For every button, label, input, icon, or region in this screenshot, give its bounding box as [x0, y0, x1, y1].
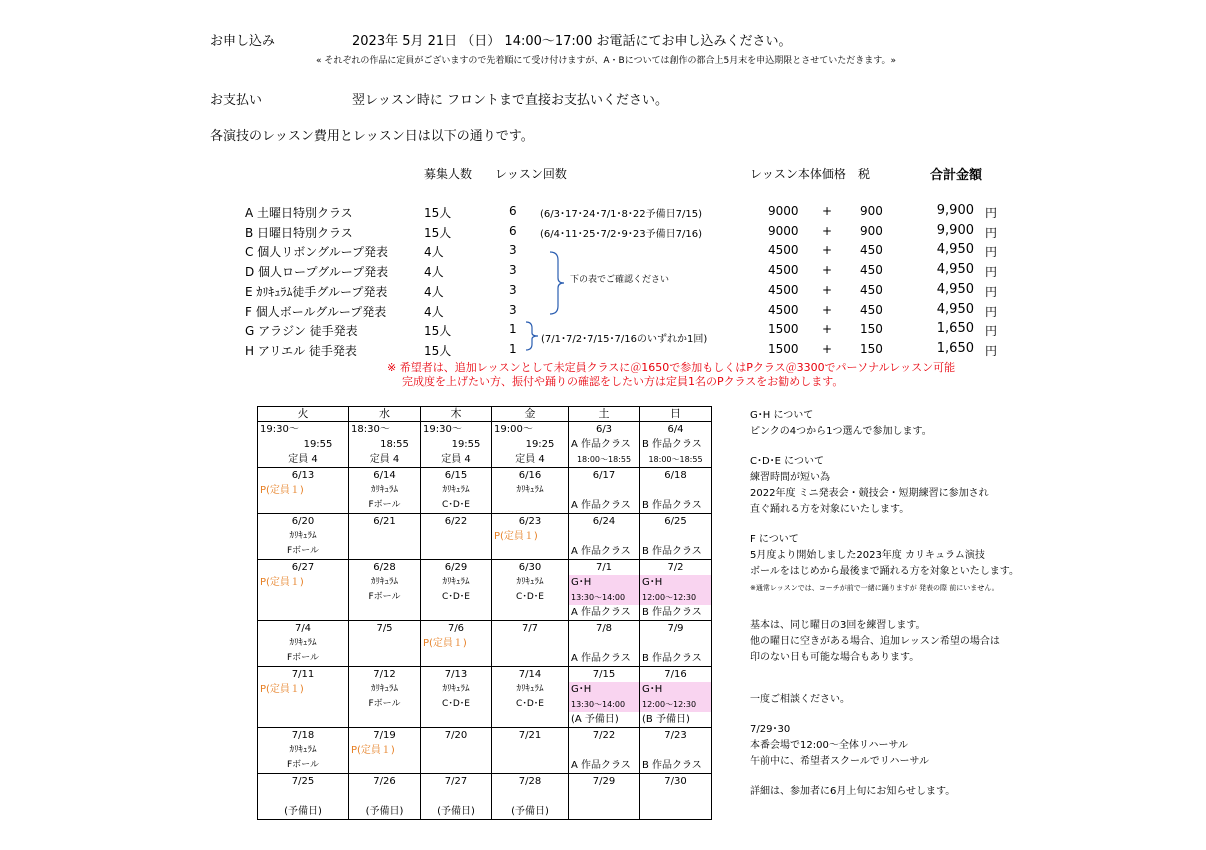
- calendar-cell-thu: [421, 728, 492, 774]
- cde-text-1: 練習時間が短い為: [750, 472, 830, 483]
- time-capacity: 定員 4: [288, 454, 318, 465]
- calendar-week-row: [258, 774, 712, 820]
- calendar-entry-fball: Fボール: [368, 500, 401, 510]
- fee-row-capacity: 4人: [424, 265, 444, 279]
- date: 6/3: [595, 424, 613, 435]
- basic-text-1: 基本は、同じ曜日の3回を練習します。: [750, 620, 926, 631]
- spacer: [349, 789, 420, 804]
- calendar-cell-wed: [349, 468, 421, 514]
- fee-row-capacity: 4人: [424, 305, 444, 319]
- time-end: 19:55: [451, 439, 481, 450]
- calendar-date: 6/23: [518, 516, 542, 527]
- calendar-entry-curriculum: ｶﾘｷｭﾗﾑ: [289, 531, 317, 541]
- detail-text: 詳細は、参加者に6月上旬にお知らせします。: [750, 786, 956, 797]
- fee-row-count: 3: [509, 263, 517, 277]
- calendar-cell-tue: [258, 468, 349, 514]
- calendar-entry-p1: P(定員１): [260, 577, 304, 588]
- calendar-week-row: [258, 514, 712, 560]
- calendar-entry-sun-time: 12:00～12:30: [640, 697, 711, 712]
- calendar-week-row: [258, 621, 712, 667]
- calendar-entry-a-cls: A 作品クラス: [571, 546, 631, 557]
- fee-row-plus: +: [822, 243, 833, 257]
- calendar-date: 7/16: [664, 669, 687, 680]
- time-fri: [492, 422, 569, 468]
- calendar-cell-fri: [492, 468, 569, 514]
- fee-row-capacity: 4人: [424, 245, 444, 259]
- calendar-cell-sun: [640, 728, 712, 774]
- calendar-entry-curriculum: ｶﾘｷｭﾗﾑ: [516, 577, 544, 587]
- calendar-cell-wed: [349, 728, 421, 774]
- calendar-date: 6/14: [373, 470, 396, 481]
- calendar-date: 6/25: [664, 516, 687, 527]
- calendar-date: 7/19: [373, 730, 396, 741]
- calendar-entry-spare: (予備日): [437, 806, 475, 817]
- calendar-entry-p1: P(定員１): [494, 531, 538, 542]
- calendar-cell-thu: [421, 621, 492, 667]
- calendar-entry-spare: (予備日): [511, 806, 549, 817]
- f-text-2: ボールをはじめから最後まで踊れる方を対象といたします。: [750, 566, 1019, 577]
- date: 6/4: [667, 424, 684, 435]
- fee-row-yen: 円: [985, 344, 998, 358]
- time-start: 19:30～: [423, 424, 462, 435]
- spacer: [569, 743, 639, 758]
- calendar-cell-wed: [349, 774, 421, 820]
- calendar-date: 6/28: [373, 562, 396, 573]
- fee-row-base: 9000: [768, 224, 799, 238]
- fee-row-plus: +: [822, 283, 833, 297]
- red-note-1: ※ 希望者は、追加レッスンとして未定員クラスに＠1650で参加もしくはPクラス＠3300でパーソナルレッスン可能: [387, 361, 956, 374]
- calendar-entry-curriculum: ｶﾘｷｭﾗﾑ: [289, 745, 317, 755]
- calendar-entry-a-cls: A 作品クラス: [571, 653, 631, 664]
- time-start: 18:30～: [351, 424, 390, 435]
- f-text-3: ※通常レッスンでは、コーチが前で一緒に踊りますが 発表の際 前にいません。: [750, 584, 999, 592]
- calendar-entry-spare: (予備日): [365, 806, 404, 817]
- calendar-entry-cde: C･D･E: [442, 592, 470, 602]
- calendar-cell-sat: [569, 667, 640, 728]
- calendar-entry-gh: G･H: [569, 682, 639, 697]
- day-thu: 木: [421, 407, 492, 422]
- calendar-date: 7/5: [376, 623, 393, 634]
- calendar-date: 7/6: [447, 623, 465, 634]
- header-tax: 税: [858, 167, 871, 181]
- red-note-2: 完成度を上げたい方、振付や踊りの確認をしたい方は定員1名のPクラスをお勧めします。: [402, 375, 844, 388]
- apply-note: « それぞれの作品に定員がございますので先着順にて受け付けますが、A・Bについては創作の都合上5月末を申込期限とさせていただきます。»: [316, 56, 897, 66]
- calendar-date: 7/14: [518, 669, 542, 680]
- calendar-entry-curriculum: ｶﾘｷｭﾗﾑ: [289, 638, 317, 648]
- fee-row-yen: 円: [985, 245, 998, 259]
- calendar-entry-curriculum: ｶﾘｷｭﾗﾑ: [442, 684, 470, 694]
- calendar-entry-gh: G･H: [569, 575, 639, 590]
- time-start: 19:00～: [494, 424, 533, 435]
- calendar-entry-gh: G･H: [640, 575, 711, 590]
- class-b: B 作品クラス: [642, 439, 702, 450]
- fee-row-dates: (6/3･17･24･7/1･8･22予備日7/15): [540, 209, 702, 220]
- calendar-date: 7/9: [667, 623, 684, 634]
- time-sat: [569, 422, 640, 468]
- calendar-date: 6/15: [444, 470, 468, 481]
- calendar-entry-gh: G･H: [640, 682, 711, 697]
- calendar-entry-a-cls: A 作品クラス: [571, 607, 631, 618]
- time-capacity: 定員 4: [515, 454, 545, 465]
- brace-note: 下の表でご確認ください: [570, 275, 670, 285]
- time-wed: [349, 422, 421, 468]
- fee-row-tax: 450: [860, 283, 883, 297]
- calendar-date: 6/29: [444, 562, 468, 573]
- calendar-date: 7/23: [664, 730, 687, 741]
- calendar-cell-wed: [349, 621, 421, 667]
- fee-row-name: F 個人ボールグループ発表: [245, 305, 387, 319]
- brace-icon: [548, 250, 572, 316]
- fee-row-name: H アリエル 徒手発表: [245, 344, 357, 358]
- calendar-cell-sat: [569, 621, 640, 667]
- fee-row-tax: 450: [860, 263, 883, 277]
- header-base-price: レッスン本体価格: [750, 167, 846, 181]
- calendar-cell-fri: [492, 667, 569, 728]
- fee-row-dates: (6/4･11･25･7/2･9･23予備日7/16): [540, 229, 702, 240]
- calendar-entry-a-cls: A 作品クラス: [571, 500, 631, 511]
- time-sun: [640, 422, 712, 468]
- fee-row-tax: 450: [860, 243, 883, 257]
- fee-row-capacity: 15人: [424, 226, 452, 240]
- calendar-cell-sat: [569, 728, 640, 774]
- calendar-date: 7/18: [291, 730, 315, 741]
- calendar-cell-fri: [492, 728, 569, 774]
- calendar-entry-spare: (予備日): [284, 806, 322, 817]
- header-capacity: 募集人数: [424, 167, 473, 181]
- fee-row-name: C 個人リボングループ発表: [245, 245, 388, 259]
- calendar-entry-b-cls: B 作品クラス: [642, 607, 702, 618]
- fee-row-count: 1: [509, 342, 517, 356]
- calendar-date: 6/13: [291, 470, 315, 481]
- spacer: [569, 529, 639, 544]
- calendar-entry-b-cls: B 作品クラス: [642, 546, 702, 557]
- fee-row-yen: 円: [985, 226, 998, 240]
- day-fri: 金: [492, 407, 569, 422]
- time: 18:00～18:55: [648, 455, 703, 464]
- fee-row-capacity: 15人: [424, 344, 452, 358]
- fee-row-total: 4,950: [936, 282, 974, 297]
- fee-row-count: 1: [509, 322, 517, 336]
- spacer: [640, 483, 711, 498]
- calendar-date: 7/11: [291, 669, 315, 680]
- day-sat: 土: [569, 407, 640, 422]
- calendar-entry-curriculum: ｶﾘｷｭﾗﾑ: [370, 485, 398, 495]
- fee-row-base: 4500: [768, 283, 799, 297]
- fee-row-count: 3: [509, 303, 517, 317]
- notes-panel: [750, 408, 1019, 800]
- time-capacity: 定員 4: [441, 454, 471, 465]
- calendar-entry-cde: C･D･E: [442, 699, 470, 709]
- rehearsal-dates: 7/29･30: [750, 724, 791, 735]
- calendar-entry-a-spare: (A 予備日): [571, 714, 619, 725]
- calendar-entry-b-cls: B 作品クラス: [642, 653, 702, 664]
- time: 18:00～18:55: [576, 455, 632, 464]
- cde-title: C･D･E について: [750, 456, 824, 467]
- calendar-entry-cde: C･D･E: [442, 500, 470, 510]
- calendar-date: 7/26: [373, 776, 396, 787]
- fee-row-yen: 円: [985, 206, 998, 220]
- fee-row-capacity: 15人: [424, 324, 452, 338]
- fee-row-base: 4500: [768, 303, 799, 317]
- calendar-cell-fri: [492, 560, 569, 621]
- calendar-cell-sat: [569, 468, 640, 514]
- rehearsal-text-2: 午前中に、希望者スクールでリハーサル: [750, 756, 929, 767]
- calendar-cell-sun: [640, 774, 712, 820]
- apply-date: 2023年 5月 21日 （日） 14:00～17:00 お電話にてお申し込みください。: [352, 34, 792, 49]
- calendar-cell-tue: [258, 728, 349, 774]
- basic-text-2: 他の曜日に空きがある場合、追加レッスン希望の場合は: [750, 636, 1000, 647]
- calendar-cell-fri: [492, 514, 569, 560]
- header-total: 合計金額: [930, 168, 983, 183]
- calendar-cell-tue: [258, 667, 349, 728]
- fee-row-total: 4,950: [936, 242, 974, 257]
- fee-row-total: 9,900: [936, 203, 974, 218]
- calendar-date: 7/12: [373, 669, 396, 680]
- rehearsal-text-1: 本番会場で12:00～全体リハーサル: [750, 740, 909, 751]
- calendar-entry-sat-time: 13:30～14:00: [569, 697, 639, 712]
- fee-row-count: 6: [509, 204, 517, 218]
- fee-row-total: 4,950: [936, 262, 974, 277]
- fee-row-tax: 450: [860, 303, 883, 317]
- calendar-entry-p1: P(定員１): [423, 638, 467, 649]
- calendar-date: 7/2: [667, 562, 684, 573]
- calendar-date: 7/28: [518, 776, 542, 787]
- day-wed: 水: [349, 407, 421, 422]
- fee-row-count: 6: [509, 224, 517, 238]
- calendar-cell-sun: [640, 514, 712, 560]
- calendar-date: 7/22: [592, 730, 616, 741]
- calendar-entry-p1: P(定員１): [351, 745, 395, 756]
- fee-row-base: 9000: [768, 204, 799, 218]
- fee-row-total: 1,650: [936, 321, 974, 336]
- fee-row-base: 1500: [768, 322, 799, 336]
- calendar-entry-fball: Fボール: [287, 760, 319, 770]
- fee-row-plus: +: [822, 303, 833, 317]
- fee-row-plus: +: [822, 224, 833, 238]
- calendar-date: 7/30: [664, 776, 687, 787]
- fee-row-total: 4,950: [936, 302, 974, 317]
- fee-row-count: 3: [509, 283, 517, 297]
- calendar-date: 6/30: [518, 562, 542, 573]
- calendar-cell-sun: [640, 621, 712, 667]
- pay-text: 翌レッスン時に フロントまで直接お支払いください。: [352, 93, 669, 108]
- calendar-cell-tue: [258, 560, 349, 621]
- calendar-entry-b-cls: B 作品クラス: [642, 760, 702, 771]
- fee-row-base: 4500: [768, 263, 799, 277]
- spacer: [640, 743, 711, 758]
- calendar-date: 6/18: [664, 470, 687, 481]
- fee-row-yen: 円: [985, 324, 998, 338]
- calendar-cell-tue: [258, 774, 349, 820]
- calendar-entry-sun-time: 12:00～12:30: [640, 590, 711, 605]
- calendar-entry-fball: Fボール: [368, 592, 401, 602]
- calendar-cell-sun: [640, 667, 712, 728]
- fee-row-capacity: 4人: [424, 285, 444, 299]
- time-end: 19:25: [525, 439, 555, 450]
- time-start: 19:30～: [260, 424, 299, 435]
- fee-row-yen: 円: [985, 305, 998, 319]
- fee-row-name: D 個人ロープグループ発表: [245, 265, 389, 279]
- calendar-week-row: [258, 560, 712, 621]
- fee-row-tax: 150: [860, 342, 883, 356]
- spacer: [492, 789, 568, 804]
- calendar-entry-curriculum: ｶﾘｷｭﾗﾑ: [442, 485, 470, 495]
- calendar-entry-fball: Fボール: [287, 653, 319, 663]
- fee-row-count: 3: [509, 243, 517, 257]
- calendar-cell-thu: [421, 560, 492, 621]
- calendar-cell-sun: [640, 560, 712, 621]
- fee-row-capacity: 15人: [424, 206, 452, 220]
- calendar-cell-sat: [569, 514, 640, 560]
- calendar-date: 6/21: [373, 516, 396, 527]
- calendar-cell-sun: [640, 468, 712, 514]
- time-end: 18:55: [380, 439, 409, 450]
- calendar-entry-curriculum: ｶﾘｷｭﾗﾑ: [442, 577, 470, 587]
- calendar-date: 6/17: [592, 470, 616, 481]
- fee-row-plus: +: [822, 322, 833, 336]
- calendar-cell-thu: [421, 774, 492, 820]
- fee-row-name: E ｶﾘｷｭﾗﾑ徒手グループ発表: [245, 285, 388, 299]
- spacer: [569, 483, 639, 498]
- calendar-entry-b-cls: B 作品クラス: [642, 500, 702, 511]
- calendar-cell-thu: [421, 667, 492, 728]
- calendar-date: 6/22: [444, 516, 468, 527]
- calendar-date: 6/20: [291, 516, 315, 527]
- fee-row-base: 1500: [768, 342, 799, 356]
- fee-row-yen: 円: [985, 285, 998, 299]
- cde-text-2: 2022年度 ミニ発表会・競技会・短期練習に参加され: [750, 488, 989, 499]
- fee-row-name: B 日曜日特別クラス: [245, 226, 353, 240]
- calendar-entry-fball: Fボール: [287, 546, 319, 556]
- calendar-date: 7/29: [592, 776, 616, 787]
- apply-label: お申し込み: [210, 34, 276, 49]
- spacer: [640, 636, 711, 651]
- calendar-date: 7/27: [444, 776, 468, 787]
- calendar-cell-sat: [569, 774, 640, 820]
- spacer: [640, 529, 711, 544]
- calendar-entry-fball: Fボール: [368, 699, 401, 709]
- calendar-cell-wed: [349, 667, 421, 728]
- spacer: [569, 636, 639, 651]
- calendar-entry-cde: C･D･E: [516, 592, 544, 602]
- lesson-calendar: [257, 406, 712, 820]
- gh-text: ピンクの4つから1つ選んで参加します。: [750, 426, 932, 437]
- class-a: A 作品クラス: [571, 439, 631, 450]
- day-sun: 日: [640, 407, 712, 422]
- calendar-date: 7/4: [294, 623, 312, 634]
- f-title: F について: [750, 534, 799, 545]
- fee-row-plus: +: [822, 204, 833, 218]
- pay-label: お支払い: [210, 93, 263, 108]
- calendar-cell-fri: [492, 774, 569, 820]
- calendar-date: 7/25: [291, 776, 315, 787]
- fee-row-plus: +: [822, 263, 833, 277]
- calendar-entry-b-spare: (B 予備日): [642, 714, 690, 725]
- calendar-date: 7/20: [444, 730, 468, 741]
- time-tue: [258, 422, 349, 468]
- fee-row-plus: +: [822, 342, 833, 356]
- fee-row-tax: 900: [860, 204, 883, 218]
- fee-row-tax: 900: [860, 224, 883, 238]
- consult-text: 一度ご相談ください。: [750, 694, 850, 705]
- calendar-entry-curriculum: ｶﾘｷｭﾗﾑ: [516, 684, 544, 694]
- calendar-entry-p1: P(定員１): [260, 684, 304, 695]
- fee-row-total: 1,650: [936, 341, 974, 356]
- calendar-cell-fri: [492, 621, 569, 667]
- fee-row-name: A 土曜日特別クラス: [245, 206, 353, 220]
- calendar-date: 6/16: [518, 470, 542, 481]
- fee-row-tax: 150: [860, 322, 883, 336]
- calendar-cell-wed: [349, 514, 421, 560]
- fee-row-base: 4500: [768, 243, 799, 257]
- calendar-date: 6/27: [291, 562, 315, 573]
- cde-text-3: 直ぐ踊れる方を対象にいたします。: [750, 504, 910, 515]
- calendar-cell-sat: [569, 560, 640, 621]
- calendar-date: 7/13: [444, 669, 468, 680]
- calendar-cell-thu: [421, 468, 492, 514]
- calendar-week-row: [258, 468, 712, 514]
- calendar-date: 7/1: [595, 562, 613, 573]
- calendar-entry-a-cls: A 作品クラス: [571, 760, 631, 771]
- calendar-cell-wed: [349, 560, 421, 621]
- calendar-entry-curriculum: ｶﾘｷｭﾗﾑ: [516, 485, 544, 495]
- intro-text: 各演技のレッスン費用とレッスン日は以下の通りです。: [210, 129, 534, 144]
- time-thu: [421, 422, 492, 468]
- calendar-entry-curriculum: ｶﾘｷｭﾗﾑ: [370, 577, 398, 587]
- calendar-entry-p1: P(定員１): [260, 485, 304, 496]
- calendar-cell-tue: [258, 621, 349, 667]
- fee-row-total: 9,900: [936, 223, 974, 238]
- spacer: [258, 789, 348, 804]
- fee-row-name: G アラジン 徒手発表: [245, 324, 358, 338]
- calendar-date: 6/24: [592, 516, 616, 527]
- calendar-date: 7/8: [595, 623, 613, 634]
- calendar-entry-cde: C･D･E: [516, 699, 544, 709]
- basic-text-3: 印のない日も可能な場合もあります。: [750, 652, 920, 663]
- calendar-date: 7/7: [521, 623, 539, 634]
- spacer: [421, 789, 491, 804]
- gh-dates-note: (7/1･7/2･7/15･7/16のいずれか1回): [541, 334, 708, 345]
- calendar-cell-thu: [421, 514, 492, 560]
- calendar-date: 7/15: [592, 669, 616, 680]
- calendar-date: 7/21: [518, 730, 542, 741]
- time-capacity: 定員 4: [369, 454, 400, 465]
- calendar-cell-tue: [258, 514, 349, 560]
- time-end: 19:55: [303, 439, 333, 450]
- calendar-entry-curriculum: ｶﾘｷｭﾗﾑ: [370, 684, 398, 694]
- f-text-1: 5月度より開始しました2023年度 カリキュラム演技: [750, 550, 985, 561]
- calendar-week-row: [258, 728, 712, 774]
- calendar-week-row: [258, 667, 712, 728]
- day-tue: 火: [258, 407, 349, 422]
- calendar-entry-sat-time: 13:30～14:00: [569, 590, 639, 605]
- header-count: レッスン回数: [495, 167, 567, 181]
- gh-title: G･H について: [750, 410, 814, 421]
- fee-row-yen: 円: [985, 265, 998, 279]
